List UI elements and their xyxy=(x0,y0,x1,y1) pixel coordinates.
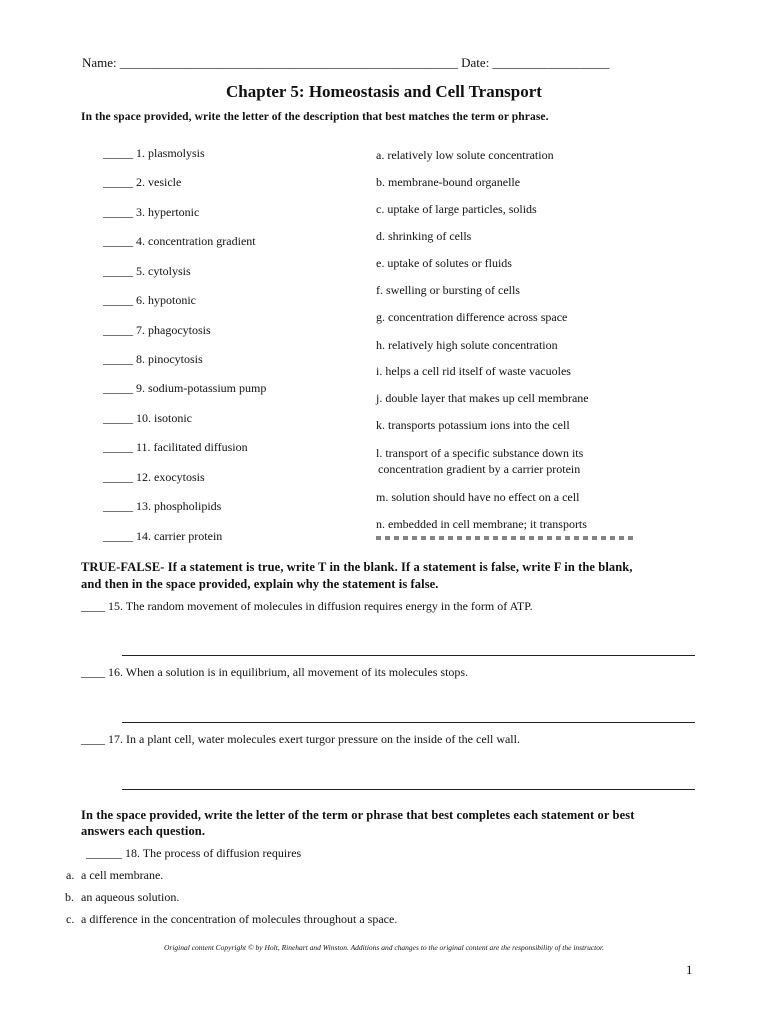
choice-text: an aqueous solution. xyxy=(81,890,180,904)
multiple-choice-instruction-line1: In the space provided, write the letter of the term or phrase that best completes each statement or best xyxy=(81,808,635,822)
multiple-choice-instruction-line2: answers each question. xyxy=(81,824,206,838)
term-item[interactable]: _____ 1. plasmolysis xyxy=(103,146,205,160)
term-item[interactable]: _____ 8. pinocytosis xyxy=(103,352,203,366)
term-item[interactable]: _____ 4. concentration gradient xyxy=(103,234,256,248)
description-item: l. transport of a specific substance down its xyxy=(376,446,584,460)
description-item: i. helps a cell rid itself of waste vacuoles xyxy=(376,364,571,378)
clipped-description-remnant xyxy=(376,536,636,540)
description-item: n. embedded in cell membrane; it transports xyxy=(376,517,587,531)
copyright-footer: Original content Copyright © by Holt, Rinehart and Winston. Additions and changes to the original content are the responsibility of the instructor. xyxy=(164,943,604,952)
choice-text: a cell membrane. xyxy=(81,868,164,882)
answer-line[interactable] xyxy=(122,655,695,656)
description-item: g. concentration difference across space xyxy=(376,310,568,324)
true-false-question[interactable]: ____ 17. In a plant cell, water molecules exert turgor pressure on the inside of the cell wall. xyxy=(81,732,520,746)
description-item: c. uptake of large particles, solids xyxy=(376,202,537,216)
term-item[interactable]: _____ 6. hypotonic xyxy=(103,293,196,307)
true-false-instruction-line1: TRUE-FALSE- If a statement is true, write T in the blank. If a statement is false, write F in the blank, xyxy=(81,560,633,574)
description-item: d. shrinking of cells xyxy=(376,229,472,243)
term-item[interactable]: _____ 3. hypertonic xyxy=(103,205,200,219)
choice-letter: b. xyxy=(65,890,74,904)
choice-text: a difference in the concentration of molecules throughout a space. xyxy=(81,912,398,926)
description-item: j. double layer that makes up cell membrane xyxy=(376,391,589,405)
description-item-continued: concentration gradient by a carrier protein xyxy=(378,462,581,476)
term-item[interactable]: _____ 14. carrier protein xyxy=(103,529,223,543)
term-item[interactable]: _____ 2. vesicle xyxy=(103,175,182,189)
true-false-instruction-line2: and then in the space provided, explain why the statement is false. xyxy=(81,577,439,591)
page-number: 1 xyxy=(686,962,693,977)
term-item[interactable]: _____ 5. cytolysis xyxy=(103,264,191,278)
description-item: k. transports potassium ions into the cell xyxy=(376,418,570,432)
description-item: a. relatively low solute concentration xyxy=(376,148,554,162)
term-item[interactable]: _____ 11. facilitated diffusion xyxy=(103,440,248,454)
matching-instruction: In the space provided, write the letter of the description that best matches the term or phrase. xyxy=(81,111,549,123)
description-item: h. relatively high solute concentration xyxy=(376,338,558,352)
true-false-question[interactable]: ____ 15. The random movement of molecules in diffusion requires energy in the form of ATP. xyxy=(81,599,533,613)
term-item[interactable]: _____ 12. exocytosis xyxy=(103,470,205,484)
choice-letter: c. xyxy=(66,912,75,926)
description-item: e. uptake of solutes or fluids xyxy=(376,256,512,270)
name-date-line[interactable]: Name: ____________________________________________________ Date: __________________ xyxy=(82,55,610,70)
description-item: b. membrane-bound organelle xyxy=(376,175,521,189)
description-item: f. swelling or bursting of cells xyxy=(376,283,520,297)
answer-line[interactable] xyxy=(122,722,695,723)
term-item[interactable]: _____ 9. sodium-potassium pump xyxy=(103,381,267,395)
term-item[interactable]: _____ 7. phagocytosis xyxy=(103,323,211,337)
description-item: m. solution should have no effect on a cell xyxy=(376,490,580,504)
multiple-choice-question[interactable]: ______ 18. The process of diffusion requires xyxy=(86,846,302,860)
term-item[interactable]: _____ 13. phospholipids xyxy=(103,499,222,513)
true-false-question[interactable]: ____ 16. When a solution is in equilibrium, all movement of its molecules stops. xyxy=(81,665,469,679)
choice-letter: a. xyxy=(66,868,75,882)
term-item[interactable]: _____ 10. isotonic xyxy=(103,411,192,425)
page-title: Chapter 5: Homeostasis and Cell Transport xyxy=(226,82,542,101)
answer-line[interactable] xyxy=(122,789,695,790)
